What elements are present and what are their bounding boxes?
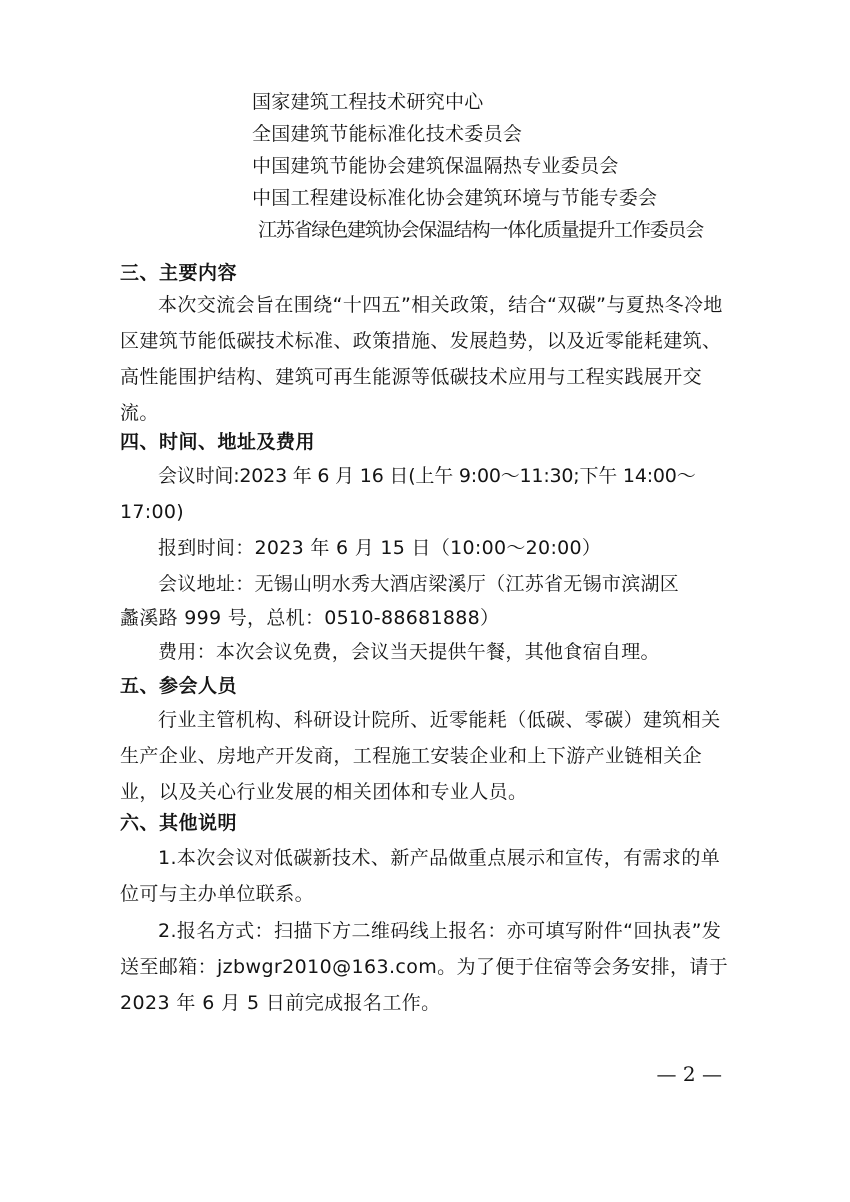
other-item-2 [120, 913, 732, 1021]
main-content-text: 本次交流会旨在围绕“十四五”相关政策，结合“双碳”与夏热冬冷地区建筑节能低碳技术标准、政策措施、发展趋势，以及近零能耗建筑、高性能围护结构、建筑可再生能源等低碳技术应用与工程实践展开交流。 [120, 294, 723, 424]
meeting-time-continued: 17:00) [120, 501, 184, 523]
meeting-address: 会议地址：无锡山明水秀大酒店梁溪厅（江苏省无锡市滨湖区 [158, 573, 680, 595]
meeting-time: 会议时间:2023 年 6 月 16 日(上午 9:00～11:30;下午 14:00～ [158, 465, 696, 487]
meeting-fee: 费用：本次会议免费，会议当天提供午餐，其他食宿自理。 [158, 641, 660, 663]
organizer-list [252, 86, 703, 246]
organizer-item: 全国建筑节能标准化技术委员会 [252, 123, 523, 145]
section-heading-time-place: 四、时间、地址及费用 [120, 431, 316, 453]
other-item-2-text: 2.报名方式：扫描下方二维码线上报名：亦可填写附件“回执表”发送至邮箱：jzbwgr2010@163.com。为了便于住宿等会务安排，请于 2023 年 6 月 5 日前完成报名工作。 [120, 920, 729, 1014]
organizer-item: 中国建筑节能协会建筑保温隔热专业委员会 [252, 155, 619, 177]
section-heading-main-content: 三、主要内容 [120, 262, 238, 284]
section-heading-other: 六、其他说明 [120, 812, 238, 834]
main-content-paragraph [120, 287, 732, 431]
participants-text: 行业主管机构、科研设计院所、近零能耗（低碳、零碳）建筑相关生产企业、房地产开发商，工程施工安装企业和上下游产业链相关企业，以及关心行业发展的相关团体和专业人员。 [120, 709, 721, 803]
organizer-item: 中国工程建设标准化协会建筑环境与节能专委会 [252, 187, 658, 209]
checkin-time: 报到时间：2023 年 6 月 15 日（10:00～20:00） [158, 537, 602, 559]
page-number: — 2 — [656, 1062, 722, 1086]
other-item-1 [120, 840, 732, 912]
other-item-1-text: 1.本次会议对低碳新技术、新产品做重点展示和宣传，有需求的单位可与主办单位联系。 [120, 847, 721, 905]
meeting-address-continued: 蠡溪路 999 号，总机：0510-88681888） [120, 607, 500, 629]
section-heading-participants: 五、参会人员 [120, 675, 238, 697]
organizer-item: 国家建筑工程技术研究中心 [252, 91, 484, 113]
organizer-item: 江苏省绿色建筑协会保温结构一体化质量提升工作委员会 [258, 219, 704, 241]
participants-paragraph [120, 702, 732, 810]
